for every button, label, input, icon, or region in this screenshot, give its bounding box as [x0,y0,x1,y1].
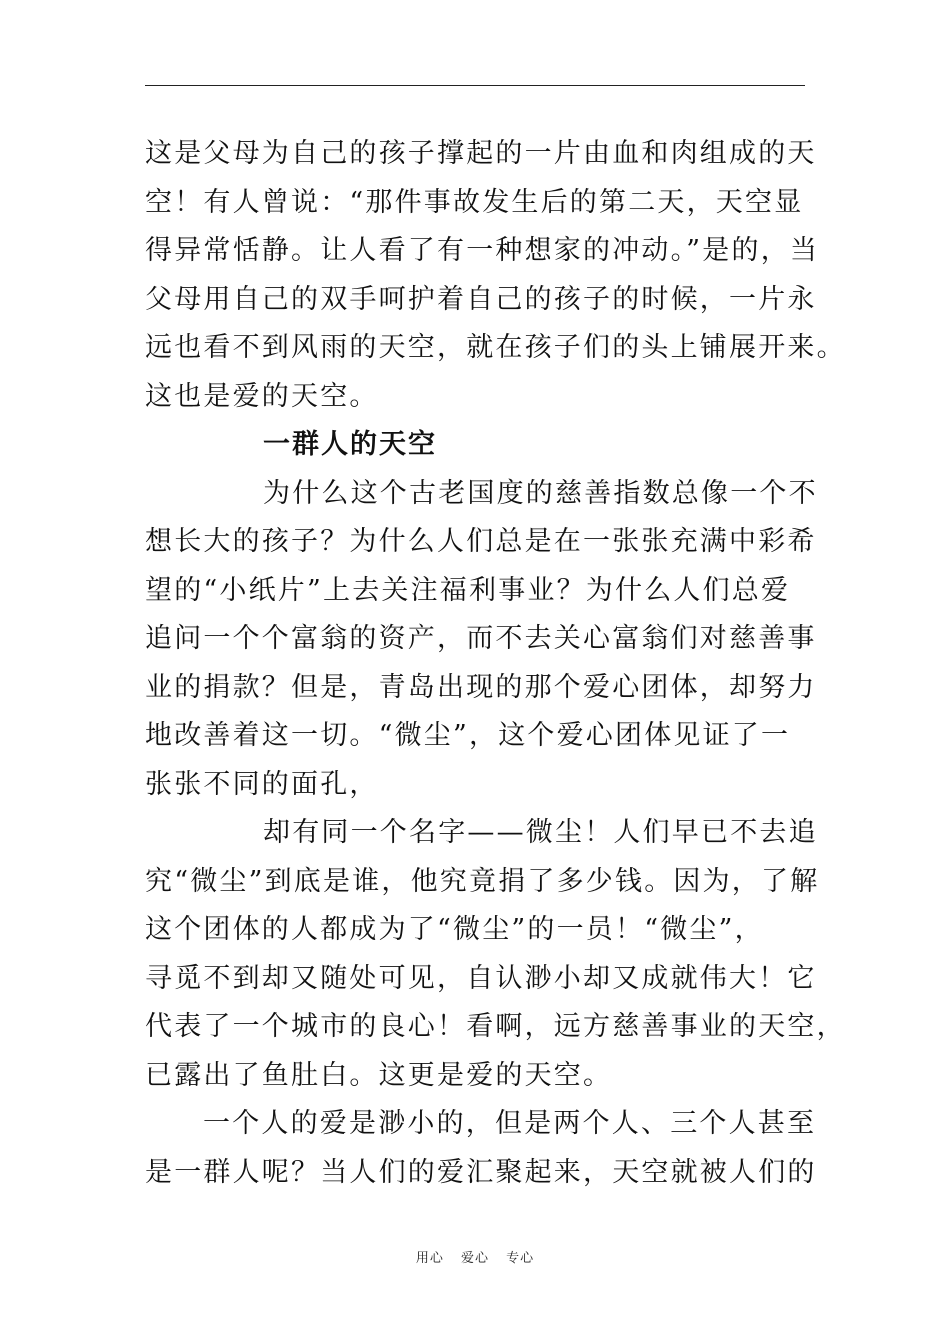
text-line: 已露出了鱼肚白。这更是爱的天空。 [145,1059,613,1091]
text-line: 寻觅不到却又随处可见，自认渺小却又成就伟大！它 [145,962,817,994]
text-line: 望的“小纸片”上去关注福利事业？为什么人们总爱 [145,574,791,606]
text-line: 远也看不到风雨的天空，就在孩子们的头上铺展开来。 [145,332,846,363]
text-line: 代表了一个城市的良心！看啊，远方慈善事业的天空， [145,1011,846,1042]
text-line: 追问一个个富翁的资产，而不去关心富翁们对慈善事 [145,623,817,654]
text-line: 得异常恬静。让人看了有一种想家的冲动。”是的，当 [145,235,820,266]
text-line: 空！有人曾说：“那件事故发生后的第二天，天空显 [145,186,804,218]
footer-item: 用心 [415,1251,444,1266]
text-line: 却有同一个名字——微尘！人们早已不去追 [263,817,818,848]
text-line: 想长大的孩子？为什么人们总是在一张张充满中彩希 [145,526,817,557]
text-line: 这也是爱的天空。 [145,380,379,412]
text-line: 一个人的爱是渺小的，但是两个人、三个人甚至 [203,1108,817,1139]
footer-item: 专心 [506,1251,535,1266]
text-line: 地改善着这一切。“微尘”，这个爱心团体见证了一 [145,720,791,751]
text-line: 业的捐款？但是，青岛出现的那个爱心团体，却努力 [145,671,817,703]
footer-item: 爱心 [460,1251,489,1266]
text-line: 这个团体的人都成为了“微尘”的一员！“微尘”， [145,914,764,945]
text-line: 这是父母为自己的孩子撑起的一片由血和肉组成的天 [145,138,817,169]
header-rule [145,85,805,86]
page-footer [0,1247,950,1266]
text-line: 为什么这个古老国度的慈善指数总像一个不 [263,477,818,509]
text-line: 是一群人呢？当人们的爱汇聚起来，天空就被人们的 [145,1156,817,1188]
text-line: 父母用自己的双手呵护着自己的孩子的时候，一片永 [145,283,817,315]
section-heading: 一群人的天空 [263,429,437,460]
text-line: 张张不同的面孔， [145,768,379,800]
text-line: 究“微尘”到底是谁，他究竟捐了多少钱。因为，了解 [145,865,820,897]
document-body [145,130,846,1197]
